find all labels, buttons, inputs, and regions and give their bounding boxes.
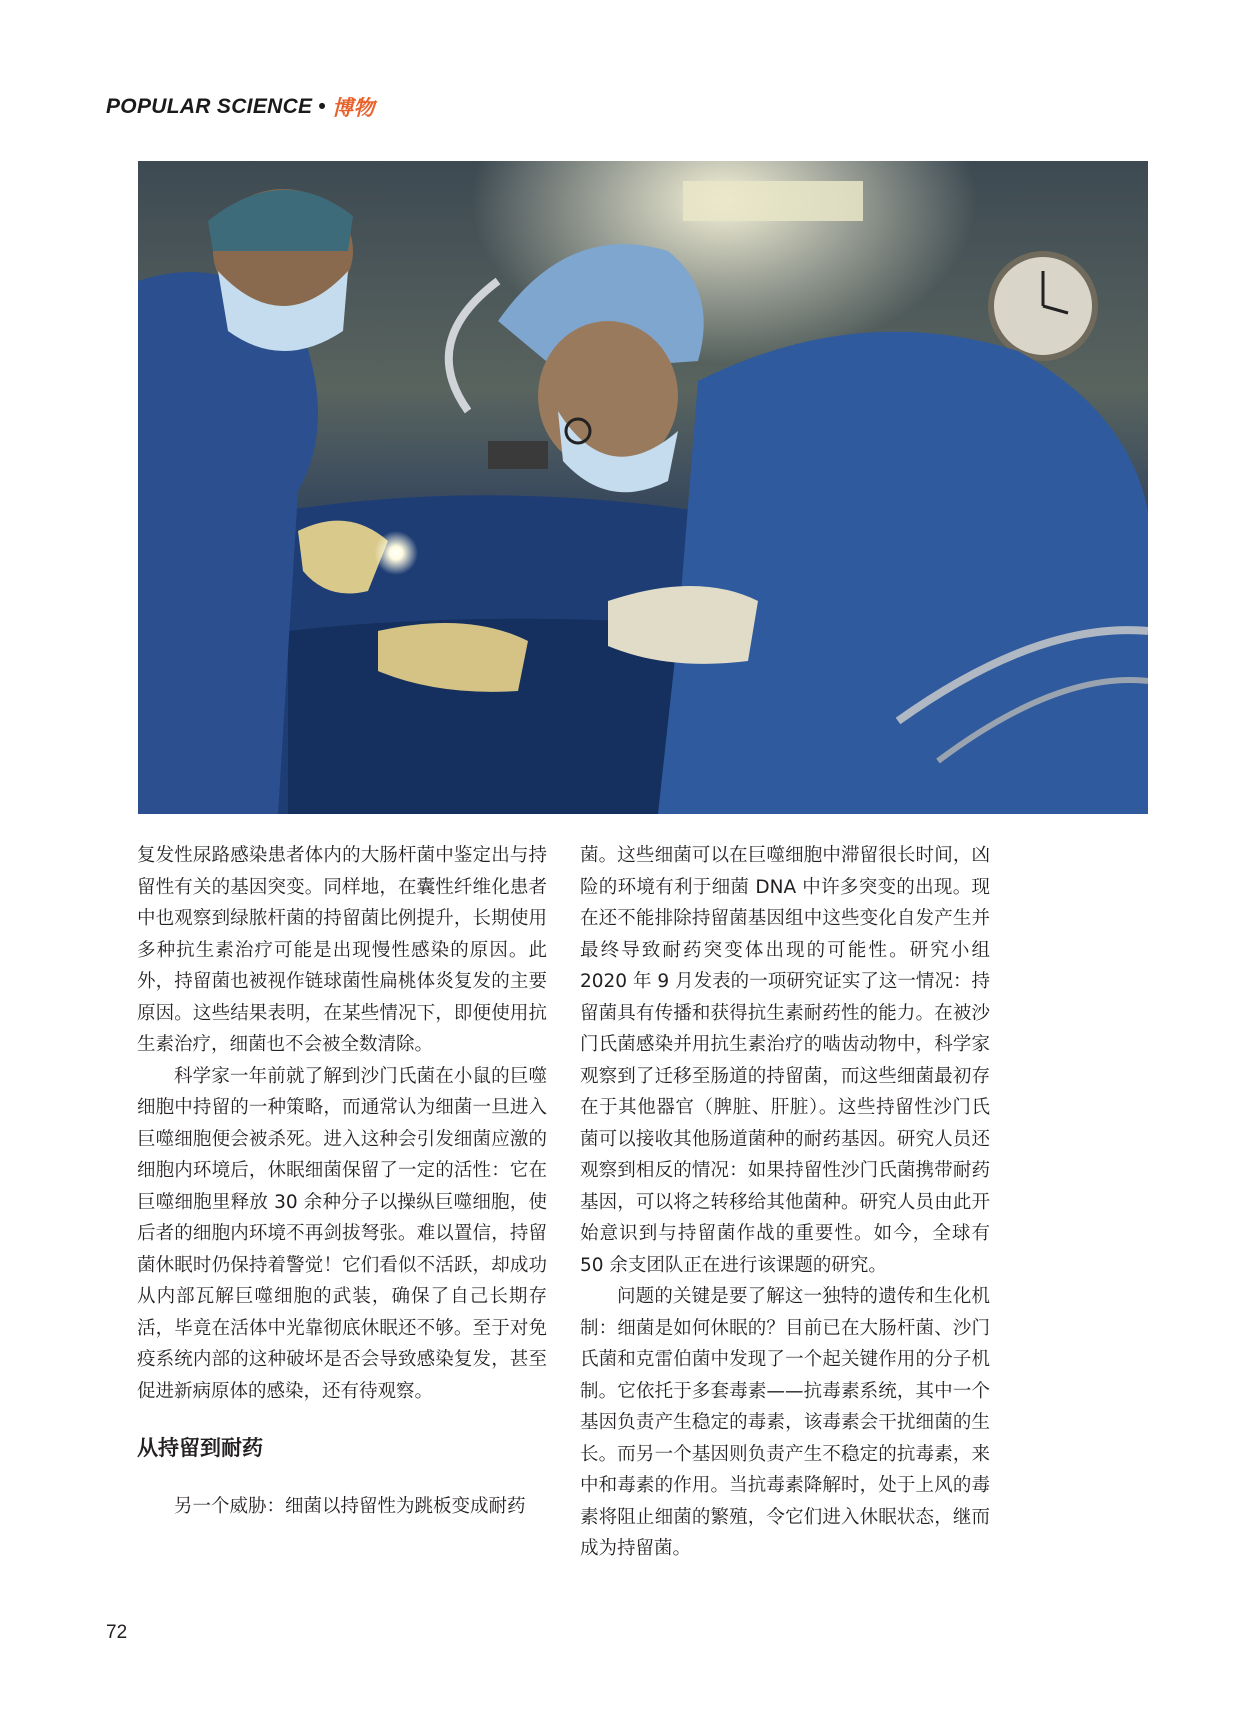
paragraph: 菌。这些细菌可以在巨噬细胞中滞留很长时间，凶险的环境有利于细菌 DNA 中许多突变的出现。现在还不能排除持留菌基因组中这些变化自发产生并最终导致耐药突变体出现的可能性。研究小组 2020 年 9 月发表的一项研究证实了这一情况：持留菌具有传播和获得抗生素耐药性的能力。在被沙门氏菌感染并用抗生素治疗的啮齿动物中，科学家观察到了迁移至肠道的持留菌，而这些细菌最初存在于其他器官（脾脏、肝脏）。这些持留性沙门氏菌可以接收其他肠道菌种的耐药基因。研究人员还观察到相反的情况：如果持留性沙门氏菌携带耐药基因，可以将之转移给其他菌种。研究人员由此开始意识到与持留菌作战的重要性。如今，全球有 50 余支团队正在进行该课题的研究。 [580,845,990,1276]
section-name: 博物 [332,96,375,120]
paragraph: 问题的关键是要了解这一独特的遗传和生化机制：细菌是如何休眠的？目前已在大肠杆菌、沙门氏菌和克雷伯菌中发现了一个起关键作用的分子机制。它依托于多套毒素——抗毒素系统，其中一个基因负责产生稳定的毒素，该毒素会干扰细菌的生长。而另一个基因则负责产生不稳定的抗毒素，来中和毒素的作用。当抗毒素降解时，处于上风的毒素将阻止细菌的繁殖，令它们进入休眠状态，继而成为持留菌。 [580,1286,990,1559]
left-column [137,840,547,1523]
paragraph: 科学家一年前就了解到沙门氏菌在小鼠的巨噬细胞中持留的一种策略，而通常认为细菌一旦进入巨噬细胞便会被杀死。进入这种会引发细菌应激的细胞内环境后，休眠细菌保留了一定的活性：它在巨噬细胞里释放 30 余种分子以操纵巨噬细胞，使后者的细胞内环境不再剑拔弩张。难以置信，持留菌休眠时仍保持着警觉！它们看似不活跃，却成功从内部瓦解巨噬细胞的武装，确保了自己长期存活，毕竟在活体中光靠彻底休眠还不够。至于对免疫系统内部的这种破坏是否会导致感染复发，甚至促进新病原体的感染，还有待观察。 [137,1065,547,1402]
right-column [580,840,990,1565]
section-heading: 从持留到耐药 [137,1436,263,1460]
magazine-header [106,92,375,122]
surgery-photo-icon [138,161,1148,814]
header-separator: • [318,95,327,118]
paragraph: 另一个威胁：细菌以持留性为跳板变成耐药 [174,1496,526,1517]
page-number: 72 [106,1622,128,1643]
paragraph: 复发性尿路感染患者体内的大肠杆菌中鉴定出与持留性有关的基因突变。同样地，在囊性纤维化患者中也观察到绿脓杆菌的持留菌比例提升，长期使用多种抗生素治疗可能是出现慢性感染的原因。此外，持留菌也被视作链球菌性扁桃体炎复发的主要原因。这些结果表明，在某些情况下，即便使用抗生素治疗，细菌也不会被全数清除。 [137,845,547,1055]
surgery-photo [138,161,1148,814]
magazine-brand: POPULAR SCIENCE [106,95,313,118]
